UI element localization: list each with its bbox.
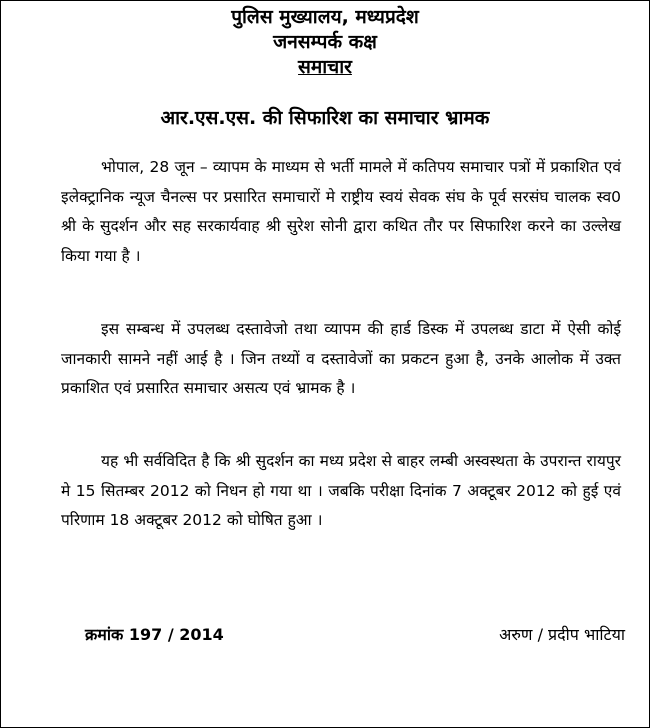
document-type: समाचार [298,56,352,78]
news-headline: आर.एस.एस. की सिफारिश का समाचार भ्रामक [160,107,490,129]
letterhead [1,5,649,80]
body-paragraph-1: भोपाल, 28 जून – व्यापम के माध्यम से भर्ती मामले में कतिपय समाचार पत्रों में प्रकाशित एवं इलेक्ट्रानिक न्यूज चैनल्स पर प्रसारित समाचारों मे राष्ट्रीय स्वयं सेवक संघ के पूर्व सरसंघ चालक स्व0 श्री के सुदर्शन और सह सरकार्यवाह श्री सुरेश सोनी द्वारा कथित तौर पर सिफारिश करने का उल्लेख किया गया है । [61,158,621,265]
organization-name: पुलिस मुख्यालय, मध्यप्रदेश [231,6,419,28]
body-paragraph-2: इस सम्बन्ध में उपलब्ध दस्तावेजो तथा व्यापम की हार्ड डिस्क में उपलब्ध डाटा में ऐसी कोई जानकारी सामने नहीं आई है । जिन तथ्यों व दस्तावेजों का प्रकटन हुआ है, उनके आलोक में उक्त प्रकाशित एवं प्रसारित समाचार असत्य एवं भ्रामक है । [61,320,621,397]
body-paragraph-3: यह भी सर्वविदित है कि श्री सुदर्शन का मध्य प्रदेश से बाहर लम्बी अस्वस्थता के उपरान्त रायपुर मे 15 सितम्बर 2012 को निधन हो गया था । जबकि परीक्षा दिनांक 7 अक्टूबर 2012 को हुई एवं परिणाम 18 अक्टूबर 2012 को घोषित हुआ । [61,452,621,529]
reference-number: क्रमांक 197 / 2014 [85,625,224,644]
author-names: अरुण / प्रदीप भाटिया [499,625,625,644]
department-name: जनसम्पर्क कक्ष [273,31,377,53]
